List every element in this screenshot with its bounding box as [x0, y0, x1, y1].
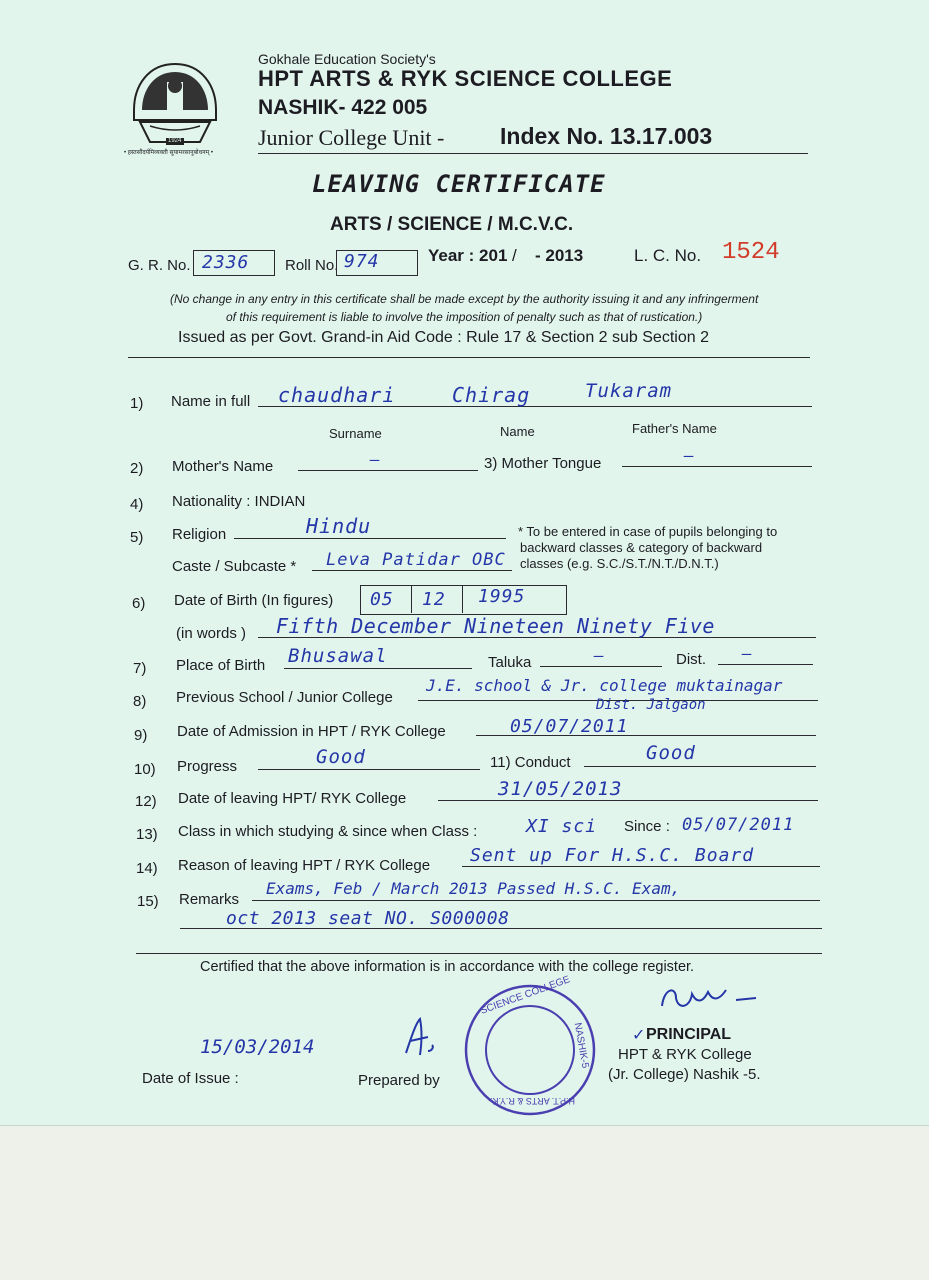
row8-value: J.E. school & Jr. college muktainagar — [426, 676, 783, 695]
row15-value: Exams, Feb / March 2013 Passed H.S.C. Exam, — [266, 879, 681, 898]
row4-label: Nationality : INDIAN — [172, 493, 306, 510]
row5-note-3: classes (e.g. S.C./S.T./N.T./D.N.T.) — [520, 556, 719, 571]
row15-value-2: oct 2013 seat NO. S000008 — [226, 908, 510, 929]
dob-month: 12 — [422, 589, 446, 610]
row11-line — [584, 766, 816, 767]
principal-college: HPT & RYK College — [618, 1046, 752, 1063]
row1-sub-father: Father's Name — [632, 421, 717, 436]
row7-label: Place of Birth — [176, 657, 266, 674]
row5-value: Hindu — [306, 514, 372, 538]
row2-line — [298, 470, 478, 471]
dob-sep-1 — [411, 585, 412, 613]
row8-label: Previous School / Junior College — [176, 689, 393, 706]
row12-value: 31/05/2013 — [498, 778, 623, 800]
principal-title: PRINCIPAL — [646, 1026, 732, 1043]
caste-line — [312, 570, 512, 571]
row15-line — [252, 900, 820, 901]
taluka-label: Taluka — [488, 654, 532, 671]
prepared-by-signature — [398, 1015, 438, 1060]
row6-label: Date of Birth (In figures) — [174, 592, 334, 609]
row13-value: XI sci — [526, 816, 598, 837]
row12-label: Date of leaving HPT/ RYK College — [178, 790, 407, 807]
logo-year: 1924 — [168, 138, 182, 144]
row5-number: 5) — [130, 529, 144, 546]
row9-value: 05/07/2011 — [510, 716, 629, 737]
row8-value-2: Dist. Jalgaon — [596, 697, 706, 713]
row10-label: Progress — [177, 758, 238, 775]
dist-value: – — [742, 644, 753, 663]
row12-number: 12) — [135, 793, 157, 810]
row10-number: 10) — [134, 761, 156, 778]
year-label: Year : 201 — [428, 246, 508, 265]
row8-number: 8) — [133, 693, 147, 710]
caste-value: Leva Patidar OBC — [326, 550, 506, 570]
year-mid: / — [512, 246, 517, 265]
row1-number: 1) — [130, 395, 144, 412]
taluka-line — [540, 666, 662, 667]
stamp-bottom-text: H.P.T. ARTS & R.Y.K. — [490, 1096, 576, 1106]
prepared-by: Prepared by — [358, 1072, 440, 1089]
row3-line — [622, 466, 812, 467]
header-rule — [258, 153, 808, 154]
row5-note-1: * To be entered in case of pupils belonging to — [518, 524, 778, 539]
gr-value: 2336 — [202, 252, 250, 273]
gr-label: G. R. No. — [128, 257, 191, 274]
section-rule-top — [128, 357, 810, 358]
row7-number: 7) — [133, 660, 147, 677]
dist-label: Dist. — [676, 651, 706, 668]
principal-signature — [656, 980, 766, 1020]
row1-name: Chirag — [452, 383, 531, 407]
year-end: - 2013 — [535, 246, 584, 265]
row13-number: 13) — [136, 826, 158, 843]
note-line-1: (No change in any entry in this certificate shall be made except by the authority issuing it and any infringerment — [170, 292, 759, 306]
row13-label: Class in which studying & since when Class : — [178, 823, 478, 840]
row9-label: Date of Admission in HPT / RYK College — [177, 723, 446, 740]
principal-check: ✓ — [632, 1027, 646, 1044]
certified-statement: Certified that the above information is in accordance with the college register. — [200, 959, 695, 975]
row5-label: Religion — [172, 526, 227, 543]
row7-line — [284, 668, 472, 669]
certificate-subtitle: ARTS / SCIENCE / M.C.V.C. — [330, 214, 574, 235]
row10-line — [258, 769, 480, 770]
dob-day: 05 — [370, 589, 394, 610]
row4-number: 4) — [130, 496, 144, 513]
stamp-right-text: NASHIK-5 — [571, 1021, 591, 1070]
index-number: Index No. 13.17.003 — [500, 123, 713, 149]
row11-value: Good — [646, 742, 696, 764]
college-logo — [120, 60, 230, 160]
stamp-top-text: SCIENCE COLLEGE — [478, 974, 572, 1017]
certificate-title: LEAVING CERTIFICATE — [312, 170, 606, 198]
row1-label: Name in full — [171, 393, 251, 410]
row2-value: – — [370, 450, 381, 469]
since-label: Since : — [624, 818, 670, 835]
issue-date-value: 15/03/2014 — [200, 1036, 315, 1058]
lc-value: 1524 — [722, 239, 780, 266]
row15-number: 15) — [137, 893, 159, 910]
row3-value: – — [684, 446, 695, 465]
society-name: Gokhale Education Society's — [258, 51, 436, 67]
row1-sub-name: Name — [500, 424, 535, 439]
row14-label: Reason of leaving HPT / RYK College — [178, 857, 431, 874]
dist-line — [718, 664, 813, 665]
row2-number: 2) — [130, 460, 144, 477]
row1-father: Tukaram — [585, 380, 673, 402]
row14-value: Sent up For H.S.C. Board — [470, 845, 755, 866]
dob-year: 1995 — [478, 586, 526, 607]
row10-value: Good — [316, 746, 366, 768]
since-value: 05/07/2011 — [682, 815, 795, 835]
row3-label: 3) Mother Tongue — [484, 455, 602, 472]
row1-surname: chaudhari — [278, 383, 396, 407]
taluka-value: – — [594, 646, 605, 665]
row5-line — [234, 538, 506, 539]
section-rule-bottom — [136, 953, 822, 954]
row6-number: 6) — [132, 595, 146, 612]
row11-label: 11) Conduct — [490, 754, 571, 771]
principal-place: (Jr. College) Nashik -5. — [608, 1066, 761, 1083]
row5-note-2: backward classes & category of backward — [520, 540, 763, 555]
row9-number: 9) — [134, 727, 148, 744]
row7-value: Bhusawal — [288, 645, 388, 667]
row15-label: Remarks — [179, 891, 240, 908]
roll-label: Roll No. — [285, 257, 339, 274]
issued-as: Issued as per Govt. Grand-in Aid Code : Rule 17 & Section 2 sub Section 2 — [178, 329, 709, 346]
row12-line — [438, 800, 818, 801]
roll-value: 974 — [344, 251, 380, 272]
unit-label: Junior College Unit - — [258, 125, 445, 150]
row14-line — [462, 866, 820, 867]
row6w-value: Fifth December Nineteen Ninety Five — [276, 614, 715, 638]
lc-label: L. C. No. — [634, 246, 702, 265]
college-stamp — [460, 974, 600, 1120]
caste-label: Caste / Subcaste * — [172, 558, 297, 575]
row14-number: 14) — [136, 860, 158, 877]
row6w-label: (in words ) — [176, 625, 247, 642]
row1-sub-surname: Surname — [329, 426, 382, 441]
dob-sep-2 — [462, 585, 463, 613]
college-city: NASHIK- 422 005 — [258, 96, 428, 119]
logo-motto: • हस्तसौंदर्यमिव्यक्ती सुयामरसानुबोधनम् • — [124, 150, 213, 156]
row2-label: Mother's Name — [172, 458, 274, 475]
issue-date-label: Date of Issue : — [142, 1070, 239, 1087]
college-name: HPT ARTS & RYK SCIENCE COLLEGE — [258, 66, 673, 91]
note-line-2: of this requirement is liable to involve the imposition of penalty such as that of rustication.) — [226, 310, 703, 324]
